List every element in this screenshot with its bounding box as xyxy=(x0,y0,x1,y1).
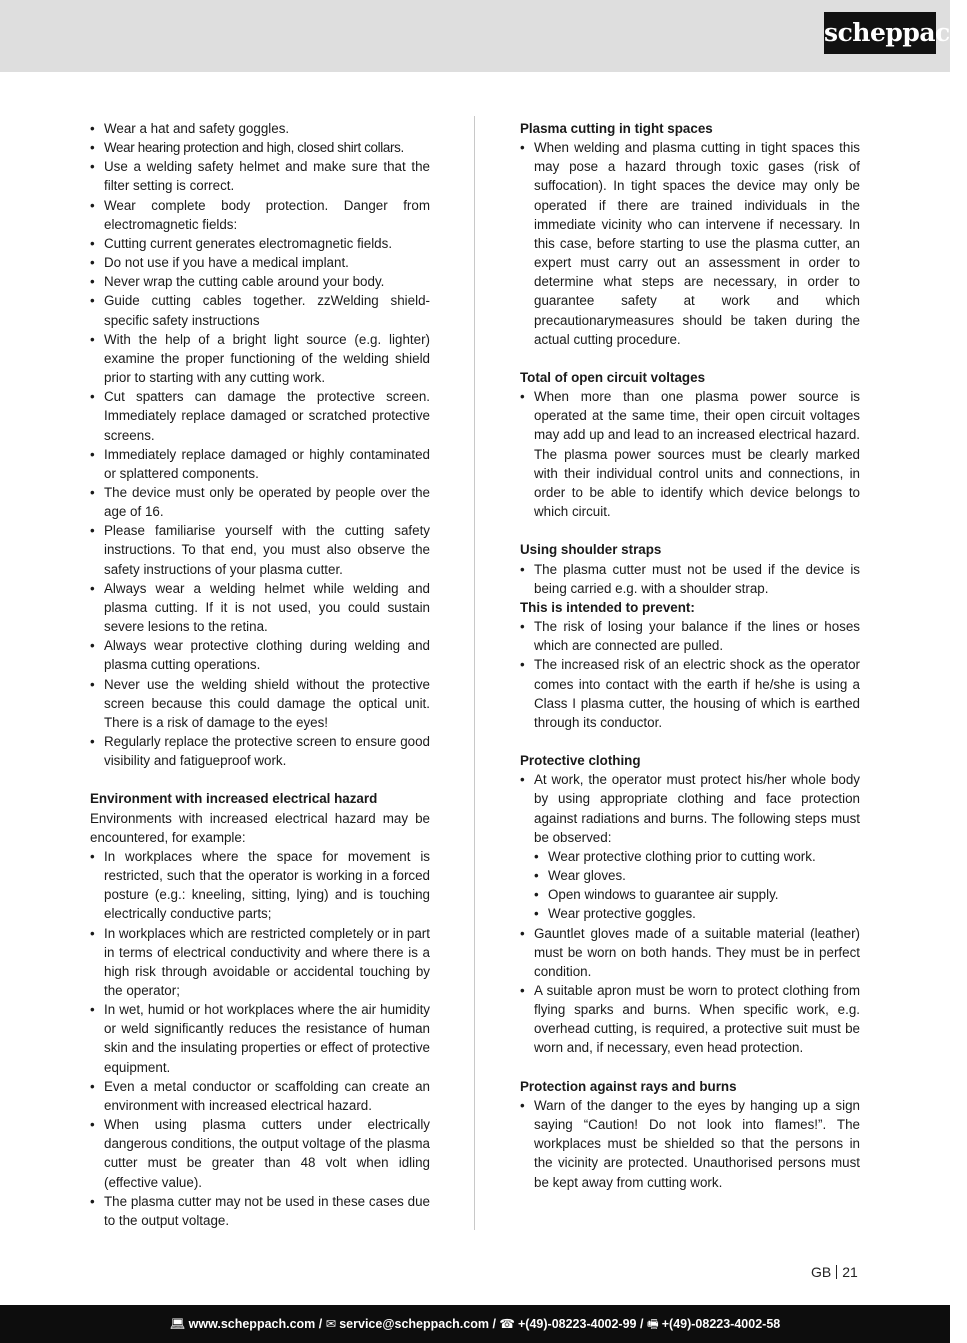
list-item: • Immediately replace damaged or highly contaminated or splattered components. xyxy=(90,445,430,483)
list-item: • When more than one plasma power source is operated at the same time, their open circuit voltages may add up and lead to an increased electrical hazard. The plasma power sources must be clearly marked with their individual control units and connections, in order to be able to identify which device belongs to which circuit. xyxy=(520,387,860,521)
list-item: • Wear a hat and safety goggles. xyxy=(90,119,430,138)
footer-fax: +(49)-08223-4002-58 xyxy=(661,1317,781,1331)
phone-icon: ☎ xyxy=(499,1317,515,1331)
section-intro: Environments with increased electrical hazard may be encountered, for example: xyxy=(90,810,430,845)
safety-list xyxy=(90,119,430,770)
scheppach-logo: scheppach xyxy=(824,12,936,54)
list-item: • Wear hearing protection and high, closed shirt collars. xyxy=(90,138,430,157)
list-item: • Never use the welding shield without the protective screen because this could damage the optical unit. There is a risk of damage to the eyes! xyxy=(90,675,430,732)
list-item: • Use a welding safety helmet and make sure that the filter setting is correct. xyxy=(90,157,430,195)
list-item: • Please familiarise yourself with the cutting safety instructions. To that end, you must also observe the safety instructions of your plasma cutter. xyxy=(90,521,430,578)
hazard-list xyxy=(90,847,430,1230)
right-column xyxy=(520,119,860,1192)
list-item: • The plasma cutter may not be used in these cases due to the output voltage. xyxy=(90,1192,430,1230)
fax-icon: 🖷︎ xyxy=(646,1317,659,1331)
list-item: • Warn of the danger to the eyes by hanging up a sign saying “Caution! Do not look into flames!”. The workplaces must be shielded so that the persons in the vicinity are protected. Unauthorised persons must be kept away from cutting work. xyxy=(520,1096,860,1192)
sub-list-item: • Wear gloves. xyxy=(534,866,860,885)
tight-spaces-list xyxy=(520,138,860,349)
list-item: • Always wear protective clothing during welding and plasma cutting operations. xyxy=(90,636,430,674)
sub-list-item: • Open windows to guarantee air supply. xyxy=(534,885,860,904)
sub-list-item: • Wear protective goggles. xyxy=(534,904,860,923)
list-item: • Always wear a welding helmet while welding and plasma cutting. If it is not used, you could sustain severe lesions to the retina. xyxy=(90,579,430,636)
list-item: • Gauntlet gloves made of a suitable material (leather) must be worn on both hands. They must be in perfect condition. xyxy=(520,924,860,981)
list-item: • Never wrap the cutting cable around your body. xyxy=(90,272,430,291)
list-item: • In workplaces where the space for movement is restricted, such that the operator is working in a forced posture (e.g.: kneeling, sitting, lying) and is touching electrically conductive parts; xyxy=(90,847,430,924)
list-item: • The increased risk of an electric shock as the operator comes into contact with the earth if he/she is using a Class I plasma cutter, the housing of which is earthed through its conductor. xyxy=(520,655,860,732)
shoulder-straps-list xyxy=(520,560,860,598)
footer-website[interactable]: www.scheppach.com / xyxy=(188,1317,323,1331)
list-item: • Cut spatters can damage the protective screen. Immediately replace damaged or scratched protective screens. xyxy=(90,387,430,444)
footer-phone: +(49)-08223-4002-99 / xyxy=(518,1317,644,1331)
list-item: • Guide cutting cables together. zzWelding shield-specific safety instructions xyxy=(90,291,430,329)
list-item: • The risk of losing your balance if the lines or hoses which are connected are pulled. xyxy=(520,617,860,655)
list-item: • The plasma cutter must not be used if the device is being carried e.g. with a shoulder strap. xyxy=(520,560,860,598)
list-item: • Regularly replace the protective screen to ensure good visibility and fatigueproof work. xyxy=(90,732,430,770)
header-band xyxy=(0,0,950,72)
list-item: • When using plasma cutters under electrically dangerous conditions, the output voltage of the plasma cutter must be greater than 48 volt when idling (effective value). xyxy=(90,1115,430,1192)
list-item: • Wear complete body protection. Danger from electromagnetic fields: xyxy=(90,196,430,234)
list-item: • Cutting current generates electromagnetic fields. xyxy=(90,234,430,253)
page-lang: GB xyxy=(811,1264,832,1280)
list-item: • When welding and plasma cutting in tight spaces this may pose a hazard through toxic gases (risk of suffocation). In tight spaces the device may only be operated if there are trained individuals in the immediate vicinity who can intervene if necessary. In this case, before starting to use the plasma cutter, an expert must carry out an assessment in order to determine what steps are necessary, in order to guarantee safety at work and which precautionarymeasures should be taken during the actual cutting procedure. xyxy=(520,138,860,349)
section-subheading-prevent: This is intended to prevent: xyxy=(520,599,695,615)
page-number-value: 21 xyxy=(842,1264,858,1280)
list-item: • Do not use if you have a medical implant. xyxy=(90,253,430,272)
page-number xyxy=(811,1264,858,1280)
list-item xyxy=(520,770,860,923)
list-item: • In workplaces which are restricted completely or in part in terms of electrical conductivity and where there is a high risk through avoidable or accidental touching by the operator; xyxy=(90,924,430,1001)
list-item: • In wet, humid or hot workplaces where the air humidity or weld significantly reduces the resistance of human skin and the insulating properties or effect of protective equipment. xyxy=(90,1000,430,1077)
prevent-list xyxy=(520,617,860,732)
list-item-text: At work, the operator must protect his/her whole body by using appropriate clothing and face protection against radiations and burns. The following steps must be observed: xyxy=(534,772,860,845)
rays-list xyxy=(520,1096,860,1192)
list-item: • Even a metal conductor or scaffolding can create an environment with increased electrical hazard. xyxy=(90,1077,430,1115)
clothing-list xyxy=(520,770,860,1057)
section-heading-open-circuit: Total of open circuit voltages xyxy=(520,370,706,386)
section-heading-shoulder-straps: Using shoulder straps xyxy=(520,542,662,558)
list-item: • The device must only be operated by people over the age of 16. xyxy=(90,483,430,521)
footer-email[interactable]: service@scheppach.com / xyxy=(339,1317,496,1331)
sub-list-item: • Wear protective clothing prior to cutting work. xyxy=(534,847,860,866)
clothing-sub-list xyxy=(534,847,860,924)
section-heading-electrical-hazard: Environment with increased electrical hazard xyxy=(90,791,378,807)
computer-icon: 💻︎ xyxy=(169,1317,186,1331)
envelope-icon: ✉ xyxy=(325,1317,337,1331)
section-heading-protective-clothing: Protective clothing xyxy=(520,753,641,769)
column-divider xyxy=(474,116,475,1230)
open-circuit-list xyxy=(520,387,860,521)
footer-contact-bar xyxy=(0,1305,950,1343)
list-item: • With the help of a bright light source (e.g. lighter) examine the proper functioning of the welding shield prior to starting with any cutting work. xyxy=(90,330,430,387)
section-heading-tight-spaces: Plasma cutting in tight spaces xyxy=(520,121,713,136)
page-number-separator xyxy=(836,1265,837,1279)
left-column xyxy=(90,119,430,1230)
section-heading-rays-burns: Protection against rays and burns xyxy=(520,1078,737,1094)
list-item: • A suitable apron must be worn to protect clothing from flying sparks and burns. When specific work, e.g. overhead cutting, is required, a protective suit must be worn and, if necessary, even head protection. xyxy=(520,981,860,1058)
